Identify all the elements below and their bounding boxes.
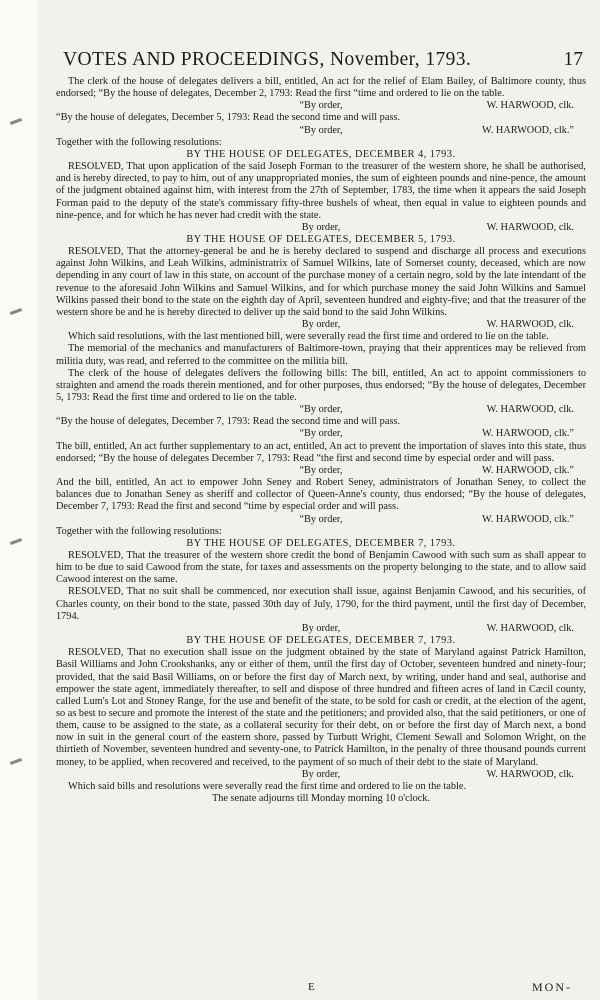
by-order-text: “By order, [299, 464, 343, 476]
clerk-signature: W. HARWOOD, clk. [486, 319, 574, 331]
clerk-signature: W. HARWOOD, clk.” [482, 513, 574, 525]
paragraph: The bill, entitled, An act further supplementary to an act, entitled, An act to prevent the importation of slaves into this state, thus endorsed; “By the house of delegates December 7, 1793: Read “the first and second time by especial order and will pass. [56, 440, 586, 464]
signature-line [56, 404, 586, 416]
paragraph: Together with the following resolutions: [56, 136, 222, 148]
page-number: 17 [563, 49, 583, 70]
catchword: MON- [532, 980, 572, 994]
signature-line [56, 769, 586, 781]
signature-line [56, 319, 586, 331]
paragraph: The clerk of the house of delegates delivers a bill, entitled, An act for the relief of Elam Bailey, of Baltimore county, thus endorsed; “By the house of delegates, December 2, 1793: Read the first “time and ordered to lie on the table. [56, 76, 586, 100]
binding-edge [0, 0, 41, 1000]
by-order-text: “By order, [299, 404, 343, 416]
by-order-text: “By order, [299, 513, 343, 525]
signature-line [56, 222, 586, 234]
by-order-text: “By order, [299, 124, 343, 136]
paragraph: Which said resolutions, with the last mentioned bill, were severally read the first time and ordered to lie on the table. [68, 331, 549, 343]
signature-line [56, 514, 586, 526]
clerk-signature: W. HARWOOD, clk. [486, 768, 574, 780]
by-order-text: By order, [301, 622, 341, 634]
paragraph: RESOLVED, That no suit shall be commenced, nor execution shall issue, against Benjamin Cawood, and his securities, of Charles county, on their bond to the state, passed 30th day of July, 1790, for the third payment, until the first day of December, 1794. [56, 586, 586, 622]
paragraph: The senate adjourns till Monday morning 10 o'clock. [211, 793, 431, 805]
by-order-text: “By order, [299, 428, 343, 440]
section-heading: BY THE HOUSE OF DELEGATES, DECEMBER 5, 1793. [186, 233, 456, 245]
signature-line [56, 100, 586, 112]
clerk-signature: W. HARWOOD, clk. [486, 100, 574, 112]
page-footer [38, 981, 600, 995]
by-order-text: By order, [301, 319, 341, 331]
clerk-signature: W. HARWOOD, clk. [486, 221, 574, 233]
signature-line [56, 125, 586, 137]
section-heading: BY THE HOUSE OF DELEGATES, DECEMBER 4, 1793. [186, 148, 456, 160]
paragraph: “By the house of delegates, December 7, 1793: Read the second time and will pass. [56, 416, 400, 428]
page-header [63, 49, 583, 71]
signature-line [56, 428, 586, 440]
section-heading: BY THE HOUSE OF DELEGATES, DECEMBER 7, 1793. [186, 537, 456, 549]
paragraph: And the bill, entitled, An act to empower John Seney and Robert Seney, administrators of Jonathan Seney, to collect the balances due to Jonathan Seney as sheriff and collector of Queen-Anne's county, thus endorsed; “By the house of delegates, December 7, 1793: Read the first and second “time by especial order and will pass. [56, 477, 586, 513]
paragraph: Which said bills and resolutions were severally read the first time and ordered to lie on the table. [68, 780, 467, 792]
signature-line [56, 465, 586, 477]
section-heading: BY THE HOUSE OF DELEGATES, DECEMBER 7, 1793. [186, 635, 456, 647]
paragraph: RESOLVED, That upon application of the said Joseph Forman to the treasurer of the western shore, he shall be authorised, and is hereby directed, to pay to him, out of any unappropriated monies, the sum of eighteen pounds and nine-pence, the amount of the judgment obtained against him, with interest from the 27th of September, 1783, the time when it appears the said Joseph Forman paid to the deputy of the state's commissary fifty-three bushels of wheat, then equal in value to eighteen pounds and nine-pence, and for which he has never had credit with the state. [56, 161, 586, 221]
paragraph: RESOLVED, That no execution shall issue on the judgment obtained by the state of Maryland against Patrick Hamilton, Basil Williams and John Crookshanks, any or either of them, until the first day of October, seventeen hundred and ninety-four; provided, that the said Basil Williams, on or before the first day of March next, by writing, under hand and seal, authorise and empower the state agent, immediately thereafter, to sell and dispose of three hundred and fifteen acres of land in Cæcil county, called Lum's Lot and Stoney Range, for the use and benefit of the state, to be sold for cash or credit, at the election of the agent, so as best to secure and promote the interest of the state and the petitioners; and provided also, that the said petitioners, or one of them, cause to be assigned to the state, as a collateral security for their debt, on or before the first day of March next, a bond now in suit in the general court of the eastern shore, passed by Turbutt Wright, Clement Sewall and Solomon Wright, on the thirtieth of November, seventeen hundred and seventy-one, to Patrick Hamilton, in the penalty of three thousand pounds current money, to be applied, when recovered and received, to the payment of so much of their debt to the state of Maryland. [56, 647, 586, 768]
signature-line [56, 623, 586, 635]
clerk-signature: W. HARWOOD, clk. [486, 622, 574, 634]
paragraph: RESOLVED, That the attorney-general be and he is hereby declared to suspend and discharge all process and executions against John Wilkins, and Leah Wilkins, administratrix of Samuel Wilkins, late of Somerset county, deceased, which are now depending in any court of law in this state, on account of the purchase money of a certain negro, sold by the late intendant of the revenue to the aforesaid John Wilkins and Samuel Wilkins, and for which purchase money the said John Wilkins and Samuel Wilkins passed their bond to the state on the eighth day of April, seventeen hundred and eighty-five; and that the treasurer of the western shore be and he is hereby directed to deliver up the said bond to the said John Wilkins. [56, 246, 586, 318]
running-title: VOTES AND PROCEEDINGS, November, 1793. [63, 49, 472, 70]
clerk-signature: W. HARWOOD, clk.” [482, 428, 574, 440]
paragraph: Together with the following resolutions: [56, 525, 222, 537]
by-order-text: “By order, [299, 100, 343, 112]
by-order-text: By order, [301, 221, 341, 233]
paragraph: The memorial of the mechanics and manufacturers of Baltimore-town, praying that their apprentices may be relieved from militia duty, was read, and referred to the committee on the militia bill. [56, 343, 586, 367]
by-order-text: By order, [301, 768, 341, 780]
paragraph: RESOLVED, That the treasurer of the western shore credit the bond of Benjamin Cawood with such sum as shall appear to him to be due to said Cawood from the state, for taxes and assessments on the property belonging to the state, and to allow said Cawood interest on the same. [56, 549, 586, 586]
clerk-signature: W. HARWOOD, clk. [486, 404, 574, 416]
paragraph: “By the house of delegates, December 5, 1793: Read the second time and will pass. [56, 112, 400, 124]
clerk-signature: W. HARWOOD, clk.” [482, 124, 574, 136]
page [38, 0, 600, 1000]
page-body [56, 76, 586, 805]
clerk-signature: W. HARWOOD, clk.” [482, 464, 574, 476]
signature-mark: E [308, 981, 315, 993]
paragraph: The clerk of the house of delegates delivers the following bills: The bill, entitled, An act to appoint commissioners to straighten and amend the roads therein mentioned, and for other purposes, thus endorsed; “By the house of delegates, December 5, 1793: Read the first time and ordered to lie on the table. [56, 367, 586, 403]
